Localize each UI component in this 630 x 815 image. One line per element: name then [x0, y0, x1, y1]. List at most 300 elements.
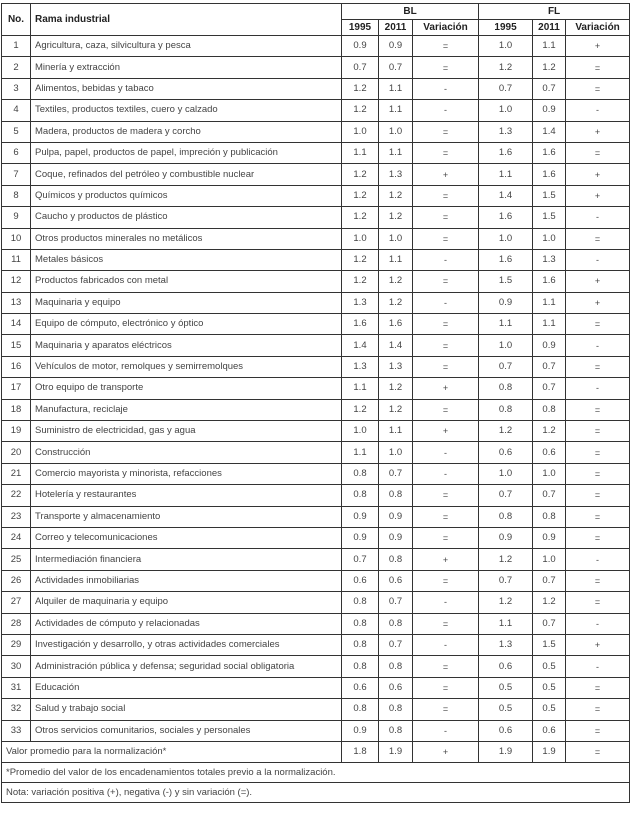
row-fl-variacion: =: [566, 463, 630, 484]
row-fl-variacion: -: [566, 207, 630, 228]
row-fl-2011: 1.1: [533, 292, 566, 313]
row-fl-2011: 0.9: [533, 100, 566, 121]
row-fl-1995: 1.0: [479, 335, 533, 356]
row-name: Maquinaria y aparatos eléctricos: [31, 335, 342, 356]
row-fl-variacion: +: [566, 164, 630, 185]
row-bl-variacion: =: [413, 121, 479, 142]
average-label: Valor promedio para la normalización*: [2, 741, 342, 762]
average-fl-1995: 1.9: [479, 741, 533, 762]
row-bl-2011: 1.0: [379, 228, 413, 249]
row-bl-1995: 0.8: [342, 485, 379, 506]
row-fl-1995: 1.2: [479, 57, 533, 78]
header-fl: FL: [479, 4, 630, 20]
row-fl-variacion: +: [566, 292, 630, 313]
row-bl-variacion: -: [413, 78, 479, 99]
row-bl-1995: 0.8: [342, 463, 379, 484]
row-fl-1995: 1.1: [479, 314, 533, 335]
row-bl-variacion: -: [413, 292, 479, 313]
row-fl-2011: 1.6: [533, 164, 566, 185]
row-bl-1995: 1.2: [342, 399, 379, 420]
row-fl-variacion: =: [566, 677, 630, 698]
row-fl-2011: 1.0: [533, 549, 566, 570]
table-row: [2, 677, 630, 698]
row-fl-2011: 0.9: [533, 335, 566, 356]
row-number: 25: [2, 549, 31, 570]
row-bl-1995: 1.0: [342, 228, 379, 249]
row-bl-1995: 0.9: [342, 506, 379, 527]
row-bl-1995: 0.9: [342, 36, 379, 57]
row-fl-variacion: =: [566, 592, 630, 613]
table-row: [2, 78, 630, 99]
row-fl-1995: 1.4: [479, 185, 533, 206]
row-number: 17: [2, 378, 31, 399]
row-bl-variacion: =: [413, 314, 479, 335]
header-rama: Rama industrial: [31, 4, 342, 36]
header-bl-variacion: Variación: [413, 20, 479, 36]
row-bl-variacion: =: [413, 613, 479, 634]
table-row: [2, 485, 630, 506]
row-bl-variacion: =: [413, 57, 479, 78]
row-bl-1995: 1.4: [342, 335, 379, 356]
variation-note: Nota: variación positiva (+), negativa (-) y sin variación (=).: [2, 783, 630, 803]
row-fl-1995: 0.8: [479, 378, 533, 399]
table-footer: [2, 741, 630, 802]
row-fl-1995: 1.0: [479, 36, 533, 57]
row-bl-1995: 1.1: [342, 378, 379, 399]
row-name: Otro equipo de transporte: [31, 378, 342, 399]
row-number: 26: [2, 570, 31, 591]
header-fl-variacion: Variación: [566, 20, 630, 36]
row-fl-1995: 1.1: [479, 164, 533, 185]
row-bl-2011: 1.2: [379, 378, 413, 399]
table-row: [2, 421, 630, 442]
row-bl-2011: 0.7: [379, 57, 413, 78]
header-fl-2011: 2011: [533, 20, 566, 36]
table-row: [2, 699, 630, 720]
table-row: [2, 36, 630, 57]
row-number: 12: [2, 271, 31, 292]
row-number: 23: [2, 506, 31, 527]
table-row: [2, 335, 630, 356]
row-number: 33: [2, 720, 31, 741]
row-name: Alquiler de maquinaria y equipo: [31, 592, 342, 613]
row-fl-variacion: -: [566, 249, 630, 270]
row-bl-2011: 1.1: [379, 249, 413, 270]
table-row: [2, 463, 630, 484]
row-fl-1995: 1.3: [479, 634, 533, 655]
row-fl-variacion: -: [566, 100, 630, 121]
row-bl-2011: 0.6: [379, 677, 413, 698]
row-name: Construcción: [31, 442, 342, 463]
row-fl-1995: 1.5: [479, 271, 533, 292]
table-row: [2, 100, 630, 121]
row-fl-2011: 0.7: [533, 378, 566, 399]
table-row: [2, 613, 630, 634]
row-name: Químicos y productos químicos: [31, 185, 342, 206]
row-fl-2011: 0.5: [533, 699, 566, 720]
row-bl-2011: 1.2: [379, 399, 413, 420]
row-fl-variacion: =: [566, 720, 630, 741]
row-number: 22: [2, 485, 31, 506]
row-bl-1995: 0.8: [342, 592, 379, 613]
industry-linkages-table: [1, 3, 630, 803]
row-fl-variacion: -: [566, 335, 630, 356]
row-bl-1995: 0.8: [342, 634, 379, 655]
row-bl-1995: 1.3: [342, 292, 379, 313]
row-fl-1995: 0.9: [479, 527, 533, 548]
table-row: [2, 549, 630, 570]
row-bl-variacion: =: [413, 506, 479, 527]
row-bl-1995: 0.8: [342, 613, 379, 634]
row-number: 21: [2, 463, 31, 484]
row-number: 31: [2, 677, 31, 698]
row-fl-variacion: =: [566, 570, 630, 591]
row-fl-variacion: +: [566, 121, 630, 142]
row-name: Textiles, productos textiles, cuero y calzado: [31, 100, 342, 121]
row-bl-2011: 0.8: [379, 720, 413, 741]
table-header: [2, 4, 630, 36]
row-fl-variacion: +: [566, 634, 630, 655]
row-bl-2011: 0.8: [379, 699, 413, 720]
row-fl-2011: 1.5: [533, 207, 566, 228]
row-name: Transporte y almacenamiento: [31, 506, 342, 527]
row-bl-1995: 1.6: [342, 314, 379, 335]
header-fl-1995: 1995: [479, 20, 533, 36]
row-bl-variacion: =: [413, 399, 479, 420]
row-fl-variacion: =: [566, 228, 630, 249]
row-bl-variacion: =: [413, 485, 479, 506]
row-name: Actividades inmobiliarias: [31, 570, 342, 591]
row-name: Metales básicos: [31, 249, 342, 270]
row-bl-variacion: =: [413, 656, 479, 677]
row-fl-2011: 0.5: [533, 677, 566, 698]
table-row: [2, 442, 630, 463]
header-bl: BL: [342, 4, 479, 20]
row-bl-1995: 1.3: [342, 356, 379, 377]
row-fl-2011: 1.2: [533, 592, 566, 613]
row-bl-1995: 0.9: [342, 720, 379, 741]
header-bl-1995: 1995: [342, 20, 379, 36]
row-number: 13: [2, 292, 31, 313]
row-bl-1995: 1.0: [342, 121, 379, 142]
row-name: Madera, productos de madera y corcho: [31, 121, 342, 142]
row-fl-2011: 1.2: [533, 421, 566, 442]
row-bl-variacion: -: [413, 463, 479, 484]
row-fl-2011: 0.8: [533, 506, 566, 527]
row-fl-variacion: =: [566, 421, 630, 442]
row-fl-1995: 0.7: [479, 485, 533, 506]
row-fl-variacion: =: [566, 399, 630, 420]
row-bl-1995: 0.8: [342, 699, 379, 720]
table-row: [2, 164, 630, 185]
row-number: 4: [2, 100, 31, 121]
row-bl-2011: 0.7: [379, 592, 413, 613]
row-bl-2011: 1.0: [379, 121, 413, 142]
row-fl-1995: 0.5: [479, 677, 533, 698]
row-bl-1995: 1.2: [342, 271, 379, 292]
row-fl-2011: 0.8: [533, 399, 566, 420]
table-row: [2, 356, 630, 377]
row-bl-2011: 1.3: [379, 164, 413, 185]
row-bl-variacion: -: [413, 442, 479, 463]
row-number: 19: [2, 421, 31, 442]
row-fl-1995: 0.7: [479, 570, 533, 591]
row-fl-1995: 0.8: [479, 399, 533, 420]
table-row: [2, 207, 630, 228]
table-row: [2, 142, 630, 163]
row-fl-variacion: =: [566, 506, 630, 527]
row-name: Agricultura, caza, silvicultura y pesca: [31, 36, 342, 57]
row-name: Salud y trabajo social: [31, 699, 342, 720]
row-fl-2011: 0.7: [533, 570, 566, 591]
row-number: 10: [2, 228, 31, 249]
average-bl-1995: 1.8: [342, 741, 379, 762]
row-number: 6: [2, 142, 31, 163]
row-bl-variacion: =: [413, 570, 479, 591]
row-fl-2011: 1.6: [533, 142, 566, 163]
row-bl-1995: 0.6: [342, 677, 379, 698]
row-bl-1995: 1.0: [342, 421, 379, 442]
row-bl-variacion: -: [413, 720, 479, 741]
row-number: 16: [2, 356, 31, 377]
row-bl-variacion: -: [413, 592, 479, 613]
row-bl-2011: 0.8: [379, 549, 413, 570]
table-row: [2, 656, 630, 677]
row-fl-2011: 0.7: [533, 356, 566, 377]
row-fl-2011: 0.9: [533, 527, 566, 548]
row-bl-2011: 1.1: [379, 142, 413, 163]
table-row: [2, 292, 630, 313]
row-number: 32: [2, 699, 31, 720]
row-name: Alimentos, bebidas y tabaco: [31, 78, 342, 99]
row-name: Comercio mayorista y minorista, refacciones: [31, 463, 342, 484]
row-number: 5: [2, 121, 31, 142]
row-bl-2011: 1.1: [379, 78, 413, 99]
row-fl-2011: 1.2: [533, 57, 566, 78]
row-bl-variacion: =: [413, 185, 479, 206]
header-bl-2011: 2011: [379, 20, 413, 36]
row-bl-1995: 1.2: [342, 207, 379, 228]
table-row: [2, 249, 630, 270]
row-fl-1995: 0.8: [479, 506, 533, 527]
row-fl-1995: 0.6: [479, 442, 533, 463]
row-fl-1995: 0.9: [479, 292, 533, 313]
row-fl-2011: 0.7: [533, 485, 566, 506]
row-bl-variacion: =: [413, 207, 479, 228]
row-fl-1995: 1.6: [479, 207, 533, 228]
row-fl-2011: 0.6: [533, 720, 566, 741]
row-bl-2011: 0.6: [379, 570, 413, 591]
row-fl-1995: 1.6: [479, 249, 533, 270]
table-row: [2, 57, 630, 78]
row-bl-variacion: =: [413, 271, 479, 292]
row-number: 27: [2, 592, 31, 613]
row-number: 18: [2, 399, 31, 420]
row-name: Educación: [31, 677, 342, 698]
row-fl-variacion: -: [566, 378, 630, 399]
row-bl-1995: 0.7: [342, 549, 379, 570]
row-bl-2011: 1.4: [379, 335, 413, 356]
table-row: [2, 634, 630, 655]
row-fl-variacion: =: [566, 442, 630, 463]
row-bl-1995: 0.6: [342, 570, 379, 591]
row-bl-1995: 0.8: [342, 656, 379, 677]
row-name: Correo y telecomunicaciones: [31, 527, 342, 548]
row-bl-2011: 0.7: [379, 634, 413, 655]
row-fl-variacion: =: [566, 314, 630, 335]
row-bl-variacion: -: [413, 634, 479, 655]
row-number: 11: [2, 249, 31, 270]
row-bl-2011: 0.8: [379, 485, 413, 506]
row-bl-2011: 1.2: [379, 207, 413, 228]
row-bl-1995: 1.2: [342, 164, 379, 185]
row-bl-2011: 0.8: [379, 613, 413, 634]
average-fl-variacion: =: [566, 741, 630, 762]
row-name: Suministro de electricidad, gas y agua: [31, 421, 342, 442]
row-fl-1995: 0.7: [479, 78, 533, 99]
row-bl-1995: 1.2: [342, 185, 379, 206]
row-bl-variacion: =: [413, 527, 479, 548]
row-name: Pulpa, papel, productos de papel, impreción y publicación: [31, 142, 342, 163]
row-bl-1995: 0.9: [342, 527, 379, 548]
table-row: [2, 185, 630, 206]
row-bl-variacion: +: [413, 378, 479, 399]
row-bl-2011: 1.2: [379, 185, 413, 206]
row-fl-variacion: =: [566, 57, 630, 78]
row-fl-variacion: +: [566, 185, 630, 206]
row-bl-2011: 1.6: [379, 314, 413, 335]
row-name: Otros productos minerales no metálicos: [31, 228, 342, 249]
row-number: 8: [2, 185, 31, 206]
row-bl-variacion: =: [413, 228, 479, 249]
row-bl-variacion: =: [413, 335, 479, 356]
row-fl-1995: 1.0: [479, 463, 533, 484]
average-bl-variacion: +: [413, 741, 479, 762]
row-name: Equipo de cómputo, electrónico y óptico: [31, 314, 342, 335]
row-fl-2011: 1.0: [533, 463, 566, 484]
row-bl-2011: 0.9: [379, 36, 413, 57]
row-name: Investigación y desarrollo, y otras actividades comerciales: [31, 634, 342, 655]
row-name: Administración pública y defensa; seguridad social obligatoria: [31, 656, 342, 677]
row-number: 2: [2, 57, 31, 78]
row-number: 7: [2, 164, 31, 185]
row-bl-2011: 1.1: [379, 100, 413, 121]
row-name: Actividades de cómputo y relacionadas: [31, 613, 342, 634]
row-fl-1995: 0.6: [479, 720, 533, 741]
row-fl-2011: 1.3: [533, 249, 566, 270]
average-bl-2011: 1.9: [379, 741, 413, 762]
row-bl-2011: 0.9: [379, 527, 413, 548]
row-fl-2011: 1.5: [533, 185, 566, 206]
row-fl-variacion: =: [566, 485, 630, 506]
row-bl-variacion: +: [413, 164, 479, 185]
row-fl-2011: 1.0: [533, 228, 566, 249]
row-bl-1995: 1.2: [342, 78, 379, 99]
row-fl-2011: 0.7: [533, 613, 566, 634]
row-fl-variacion: -: [566, 613, 630, 634]
row-number: 9: [2, 207, 31, 228]
row-bl-variacion: -: [413, 100, 479, 121]
row-name: Productos fabricados con metal: [31, 271, 342, 292]
row-bl-variacion: =: [413, 356, 479, 377]
table-body: [2, 36, 630, 742]
row-fl-2011: 0.5: [533, 656, 566, 677]
row-bl-1995: 1.1: [342, 142, 379, 163]
header-no: No.: [2, 4, 31, 36]
row-bl-variacion: -: [413, 249, 479, 270]
row-name: Manufactura, reciclaje: [31, 399, 342, 420]
row-fl-2011: 0.7: [533, 78, 566, 99]
row-number: 14: [2, 314, 31, 335]
row-bl-variacion: =: [413, 677, 479, 698]
row-name: Maquinaria y equipo: [31, 292, 342, 313]
table-row: [2, 228, 630, 249]
row-number: 20: [2, 442, 31, 463]
row-bl-2011: 1.1: [379, 421, 413, 442]
row-fl-1995: 1.1: [479, 613, 533, 634]
table-row: [2, 506, 630, 527]
row-fl-variacion: =: [566, 699, 630, 720]
row-number: 3: [2, 78, 31, 99]
table-row: [2, 720, 630, 741]
table-row: [2, 121, 630, 142]
table-row: [2, 570, 630, 591]
row-fl-variacion: +: [566, 271, 630, 292]
row-name: Otros servicios comunitarios, sociales y personales: [31, 720, 342, 741]
row-name: Intermediación financiera: [31, 549, 342, 570]
footnote: *Promedio del valor de los encadenamientos totales previo a la normalización.: [2, 763, 630, 783]
row-bl-variacion: =: [413, 699, 479, 720]
table-row: [2, 271, 630, 292]
row-fl-1995: 1.3: [479, 121, 533, 142]
row-number: 24: [2, 527, 31, 548]
row-bl-1995: 0.7: [342, 57, 379, 78]
row-bl-1995: 1.2: [342, 249, 379, 270]
row-name: Minería y extracción: [31, 57, 342, 78]
row-bl-variacion: +: [413, 549, 479, 570]
row-name: Hotelería y restaurantes: [31, 485, 342, 506]
row-number: 30: [2, 656, 31, 677]
row-fl-1995: 1.6: [479, 142, 533, 163]
row-fl-variacion: =: [566, 78, 630, 99]
row-bl-2011: 1.2: [379, 292, 413, 313]
row-fl-1995: 0.6: [479, 656, 533, 677]
table-row: [2, 592, 630, 613]
row-fl-2011: 1.1: [533, 314, 566, 335]
row-bl-2011: 0.8: [379, 656, 413, 677]
row-fl-variacion: -: [566, 549, 630, 570]
row-fl-1995: 0.5: [479, 699, 533, 720]
row-fl-1995: 1.0: [479, 228, 533, 249]
average-row: [2, 741, 630, 762]
row-fl-variacion: -: [566, 656, 630, 677]
table-row: [2, 378, 630, 399]
row-name: Coque, refinados del petróleo y combustible nuclear: [31, 164, 342, 185]
table-row: [2, 527, 630, 548]
average-fl-2011: 1.9: [533, 741, 566, 762]
row-fl-2011: 1.1: [533, 36, 566, 57]
row-number: 28: [2, 613, 31, 634]
row-bl-2011: 1.0: [379, 442, 413, 463]
row-fl-2011: 1.6: [533, 271, 566, 292]
row-fl-1995: 0.7: [479, 356, 533, 377]
row-fl-variacion: =: [566, 142, 630, 163]
row-name: Vehículos de motor, remolques y semirremolques: [31, 356, 342, 377]
row-bl-1995: 1.1: [342, 442, 379, 463]
row-number: 1: [2, 36, 31, 57]
row-name: Caucho y productos de plástico: [31, 207, 342, 228]
row-fl-variacion: =: [566, 356, 630, 377]
